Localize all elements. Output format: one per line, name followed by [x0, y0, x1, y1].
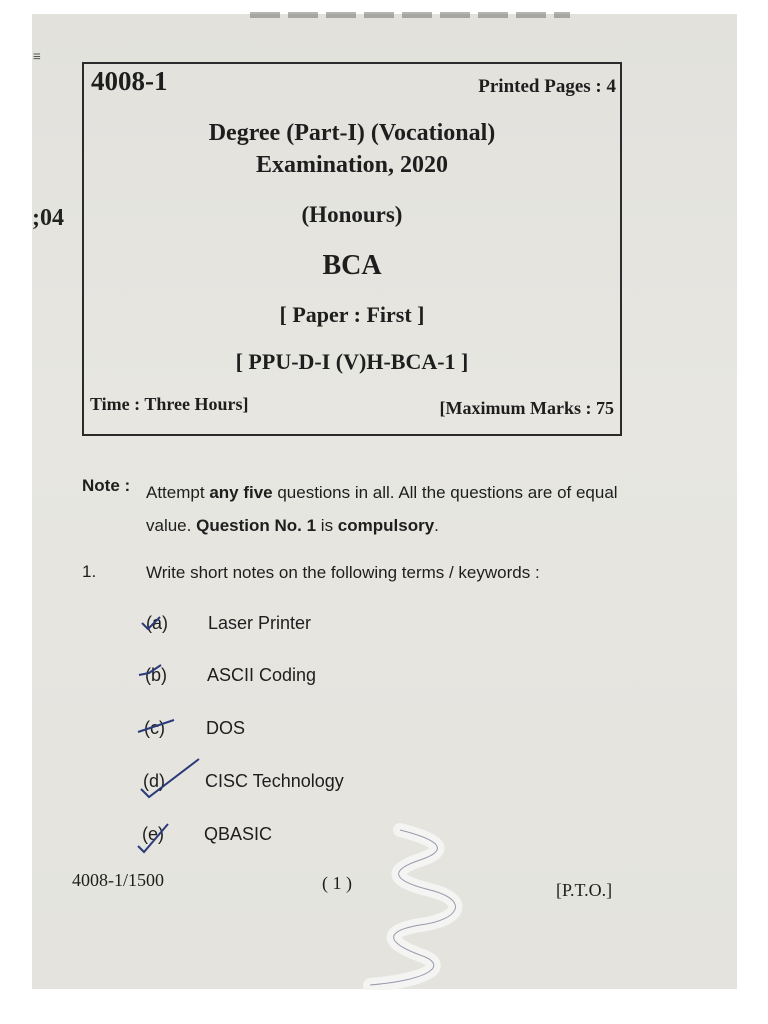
item-text: QBASIC: [204, 824, 273, 844]
note-text: [146, 476, 636, 542]
time-allowed: Time : Three Hours]: [90, 394, 249, 414]
item-text: DOS: [206, 718, 246, 738]
note-text-2: questions in all. All the questions are of equal value.: [146, 483, 618, 535]
paper-number: [ Paper : First ]: [279, 302, 425, 327]
item-label: (d): [143, 771, 165, 791]
item-label: (c): [144, 718, 165, 738]
item-label: (b): [145, 665, 167, 685]
note-bold-any-five: any five: [209, 483, 273, 502]
item-text: CISC Technology: [205, 771, 344, 791]
question-text: Write short notes on the following terms / keywords :: [146, 563, 540, 582]
margin-tick-mark: ≡: [33, 50, 41, 65]
note-label: Note :: [82, 476, 131, 495]
note-bold-compulsory: compulsory: [337, 516, 435, 535]
exam-header-box: [82, 62, 622, 436]
degree-title: Degree (Part-I) (Vocational): [208, 120, 496, 146]
item-label: (a): [146, 613, 168, 633]
item-text: ASCII Coding: [207, 665, 317, 685]
torn-top-edge: [250, 12, 570, 18]
page-number: ( 1 ): [322, 873, 352, 893]
note-text-4: .: [434, 516, 439, 535]
footer-code: 4008-1/1500: [72, 870, 164, 890]
item-label: (e): [142, 824, 164, 844]
printed-pages: Printed Pages : 4: [478, 76, 616, 97]
question-number: 1.: [82, 562, 97, 581]
margin-number: ;04: [32, 205, 64, 231]
please-turn-over: [P.T.O.]: [556, 880, 613, 900]
subject-title: BCA: [322, 250, 382, 281]
note-text-3: is: [316, 516, 338, 535]
item-text: Laser Printer: [208, 613, 312, 633]
paper-code-full: [ PPU-D-I (V)H-BCA-1 ]: [235, 349, 469, 374]
note-bold-question-1: Question No. 1: [196, 516, 317, 535]
note-text-1: Attempt: [146, 483, 210, 502]
examination-year: Examination, 2020: [255, 152, 449, 178]
honours-label: (Honours): [301, 202, 403, 227]
paper-code: 4008-1: [91, 66, 168, 96]
maximum-marks: [Maximum Marks : 75: [439, 398, 614, 418]
